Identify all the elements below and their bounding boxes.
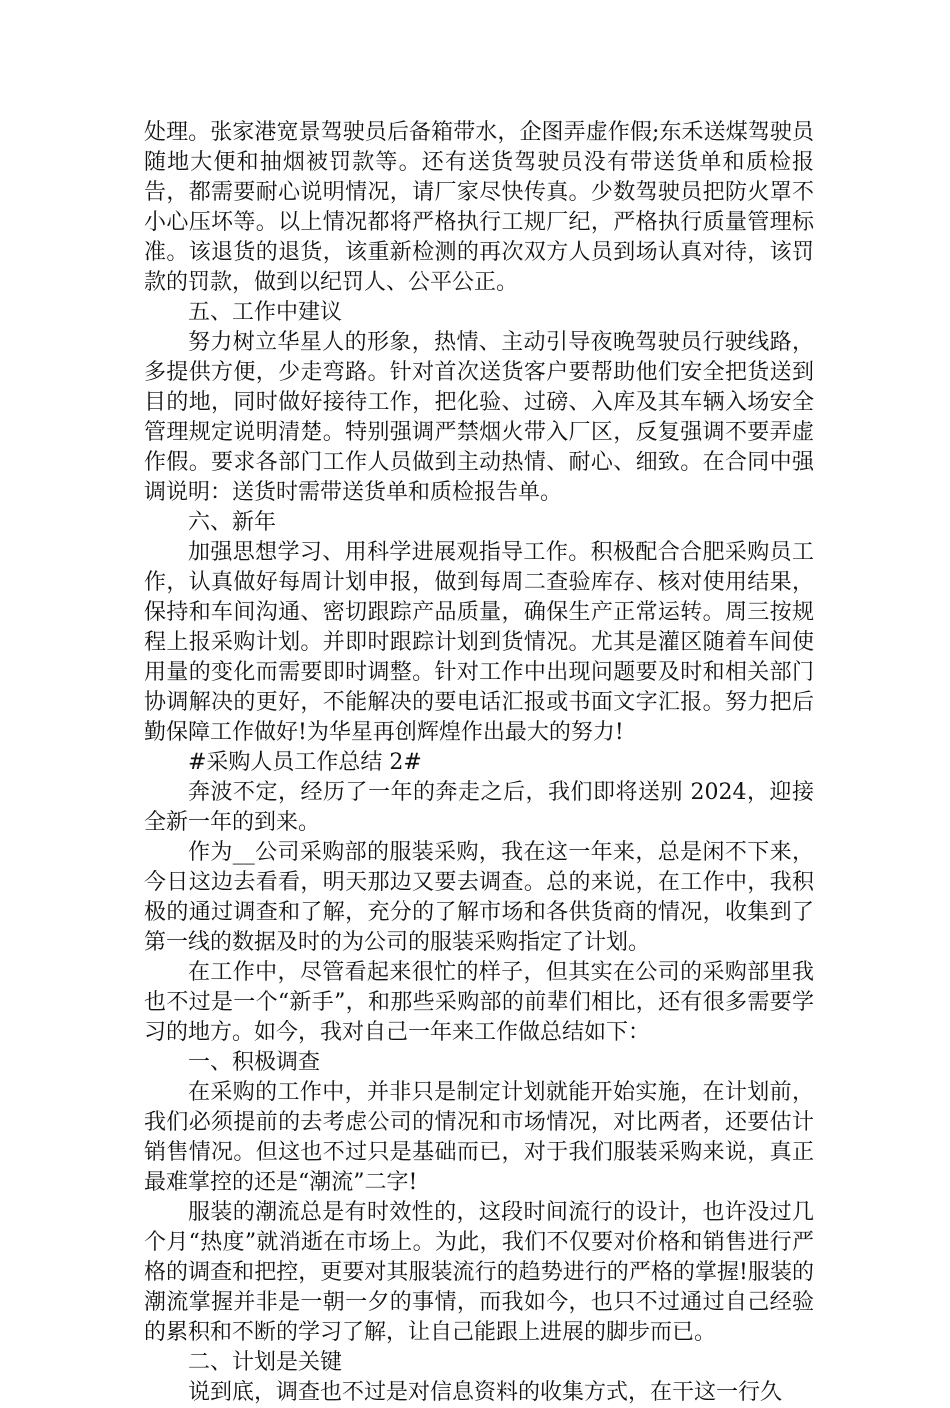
- section-heading-5: 五、工作中建议: [188, 300, 343, 325]
- paragraph: 奔波不定，经历了一年的奔走之后，我们即将送别 2024，迎接全新一年的到来。: [144, 780, 814, 835]
- section-heading-6: 六、新年: [188, 510, 277, 535]
- paragraph: 努力树立华星人的形象，热情、主动引导夜晚驾驶员行驶线路，多提供方便，少走弯路。针对首次送货客户要帮助他们安全把货送到目的地，同时做好接待工作，把化验、过磅、入库及其车辆入场安全管理规定说明清楚。特别强调严禁烟火带入厂区，反复强调不要弄虚作假。要求各部门工作人员做到主动热情、耐心、细致。在合同中强调说明：送货时需带送货单和质检报告单。: [144, 330, 814, 505]
- paragraph: 在采购的工作中，并非只是制定计划就能开始实施，在计划前，我们必须提前的去考虑公司的情况和市场情况，对比两者，还要估计销售情况。但这也不过只是基础而已，对于我们服装采购来说，真正最难掌控的还是“潮流”二字!: [144, 1080, 814, 1195]
- paragraph: 作为__公司采购部的服装采购，我在这一年来，总是闲不下来，今日这边去看看，明天那边又要去调查。总的来说，在工作中，我积极的通过调查和了解，充分的了解市场和各供货商的情况，收集到了第一线的数据及时的为公司的服装采购指定了计划。: [144, 840, 814, 955]
- section-heading-1: 一、积极调查: [188, 1050, 321, 1075]
- document-body: [144, 118, 814, 1408]
- paragraph: 说到底，调查也不过是对信息资料的收集方式，在干这一行久: [188, 1380, 783, 1405]
- section-heading-2: 二、计划是关键: [188, 1350, 343, 1375]
- article-title-2: #采购人员工作总结 2#: [188, 750, 422, 775]
- paragraph: 加强思想学习、用科学进展观指导工作。积极配合合肥采购员工作，认真做好每周计划申报，做到每周二查验库存、核对使用结果，保持和车间沟通、密切跟踪产品质量，确保生产正常运转。周三按规程上报采购计划。并即时跟踪计划到货情况。尤其是灌区随着车间使用量的变化而需要即时调整。针对工作中出现问题要及时和相关部门协调解决的更好，不能解决的要电话汇报或书面文字汇报。努力把后勤保障工作做好!为华星再创辉煌作出最大的努力!: [144, 540, 814, 745]
- paragraph: 服装的潮流总是有时效性的，这段时间流行的设计，也许没过几个月“热度”就消逝在市场上。为此，我们不仅要对价格和销售进行严格的调查和把控，更要对其服装流行的趋势进行的严格的掌握!服装的潮流掌握并非是一朝一夕的事情，而我如今，也只不过通过自己经验的累积和不断的学习了解，让自己能跟上进展的脚步而已。: [144, 1200, 814, 1345]
- paragraph: 在工作中，尽管看起来很忙的样子，但其实在公司的采购部里我也不过是一个“新手”，和那些采购部的前辈们相比，还有很多需要学习的地方。如今，我对自己一年来工作做总结如下：: [144, 960, 814, 1045]
- paragraph-continued: 处理。张家港宽景驾驶员后备箱带水，企图弄虚作假;东禾送煤驾驶员随地大便和抽烟被罚款等。还有送货驾驶员没有带送货单和质检报告，都需要耐心说明情况，请厂家尽快传真。少数驾驶员把防火罩不小心压坏等。以上情况都将严格执行工规厂纪，严格执行质量管理标准。该退货的退货，该重新检测的再次双方人员到场认真对待，该罚款的罚款，做到以纪罚人、公平公正。: [144, 120, 814, 295]
